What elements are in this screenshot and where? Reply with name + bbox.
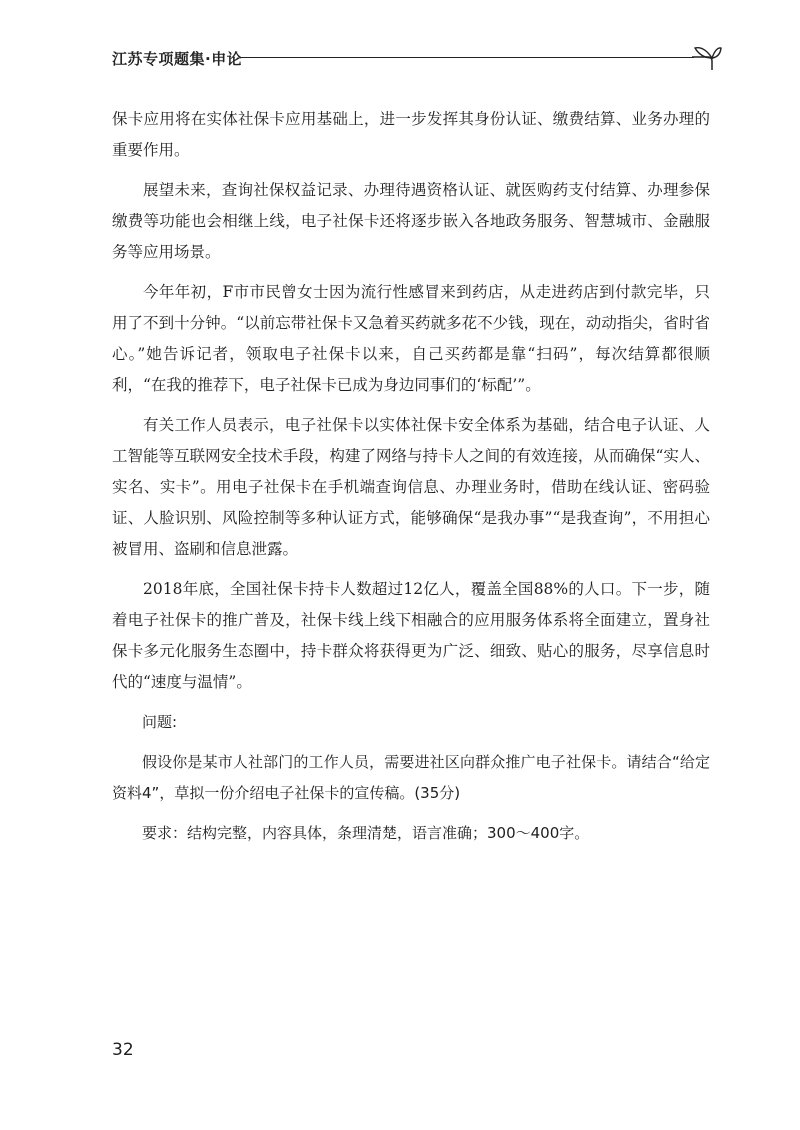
- page-number: 32: [112, 1040, 134, 1060]
- sprout-icon: [688, 44, 722, 70]
- paragraph-outlook: 展望未来，查询社保权益记录、办理待遇资格认证、就医购药支付结算、办理参保缴费等功能也会相继上线，电子社保卡还将逐步嵌入各地政务服务、智慧城市、金融服务等应用场景。: [112, 181, 710, 261]
- book-title: 江苏专项题集·申论: [112, 50, 243, 68]
- page-header: [112, 44, 722, 74]
- question-label: 问题:: [142, 713, 178, 731]
- paragraph-continued: 保卡应用将在实体社保卡应用基础上，进一步发挥其身份认证、缴费结算、业务办理的重要作用。: [112, 110, 710, 159]
- paragraph-security: 有关工作人员表示，电子社保卡以实体社保卡安全体系为基础，结合电子认证、人工智能等互联网安全技术手段，构建了网络与持卡人之间的有效连接，从而确保“实人、实名、实卡”。用电子社保卡在手机端查询信息、办理业务时，借助在线认证、密码验证、人脸识别、风险控制等多种认证方式，能够确保“是我办事”“是我查询”，不用担心被冒用、盗刷和信息泄露。: [112, 416, 710, 558]
- paragraph-statistics: 2018年底，全国社保卡持卡人数超过12亿人，覆盖全国88%的人口。下一步，随着电子社保卡的推广普及，社保卡线上线下相融合的应用服务体系将全面建立，置身社保卡多元化服务生态圈中，持卡群众将获得更为广泛、细致、贴心的服务，尽享信息时代的“速度与温情”。: [112, 580, 710, 691]
- paragraph-citizen-story: 今年年初，F市市民曾女士因为流行性感冒来到药店，从走进药店到付款完毕，只用了不到十分钟。“以前忘带社保卡又急着买药就多花不少钱，现在，动动指尖，省时省心。”她告诉记者，领取电子社保卡以来，自己买药都是靠“扫码”，每次结算都很顺利，“在我的推荐下，电子社保卡已成为身边同事们的‘标配’”。: [112, 283, 710, 394]
- question-body: 假设你是某市人社部门的工作人员，需要进社区向群众推广电子社保卡。请结合“给定资料4”，草拟一份介绍电子社保卡的宣传稿。(35分): [112, 753, 710, 802]
- main-content: [112, 104, 710, 849]
- question-requirement: 要求：结构完整，内容具体，条理清楚，语言准确；300～400字。: [142, 824, 590, 842]
- header-rule: [240, 57, 694, 58]
